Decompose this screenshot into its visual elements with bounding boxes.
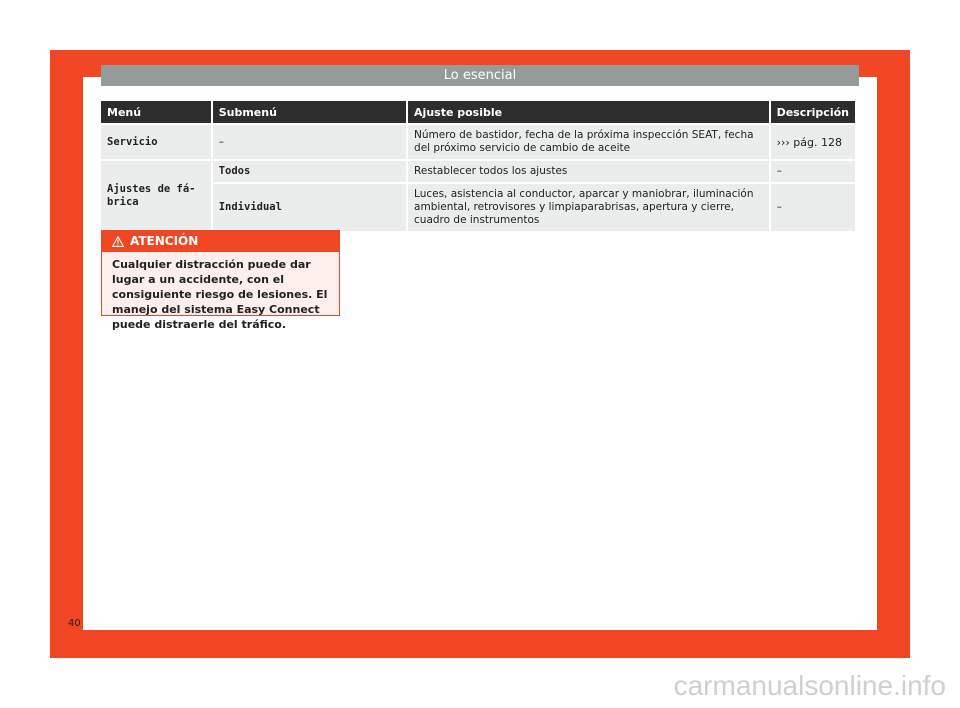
- settings-table: [99, 99, 857, 233]
- cell-submenu: –: [213, 125, 406, 159]
- cell-submenu: Todos: [213, 161, 406, 182]
- cell-ajuste: Restablecer todos los ajustes: [408, 161, 769, 182]
- page-number: 40: [68, 618, 81, 629]
- cell-ajuste: Luces, asistencia al conductor, aparcar y maniobrar, iluminación ambiental, retrovisores y limpiaparabrisas, apertura y cierre, cuadro de instrumentos: [408, 184, 769, 231]
- column-header-ajuste: Ajuste posible: [408, 101, 769, 123]
- warning-header: [102, 231, 339, 252]
- cell-menu: Servicio: [101, 125, 211, 159]
- warning-text: Cualquier distracción puede dar lugar a un accidente, con el consiguiente riesgo de lesiones. El manejo del sistema Easy Connect puede distraerle del tráfico.: [112, 258, 328, 331]
- table-row: [101, 184, 855, 231]
- warning-box: [101, 230, 340, 331]
- table-row: [101, 161, 855, 182]
- watermark: carmanualsonline.info: [673, 670, 946, 701]
- warning-triangle-icon: [112, 236, 124, 247]
- cell-descripcion: –: [771, 161, 855, 182]
- page-title: Lo esencial: [101, 65, 859, 86]
- cell-submenu: Individual: [213, 184, 406, 231]
- page-reference-link[interactable]: ››› pág. 128: [771, 125, 855, 159]
- warning-title: ATENCIÓN: [130, 234, 199, 248]
- table-header-row: [101, 101, 855, 123]
- cell-ajuste: Número de bastidor, fecha de la próxima inspección SEAT, fecha del próximo servicio de cambio de aceite: [408, 125, 769, 159]
- column-header-submenu: Submenú: [213, 101, 406, 123]
- column-header-descripcion: Descripción: [771, 101, 855, 123]
- table-row: [101, 125, 855, 159]
- cell-menu: Ajustes de fá-brica: [101, 161, 211, 231]
- cell-descripcion: –: [771, 184, 855, 231]
- column-header-menu: Menú: [101, 101, 211, 123]
